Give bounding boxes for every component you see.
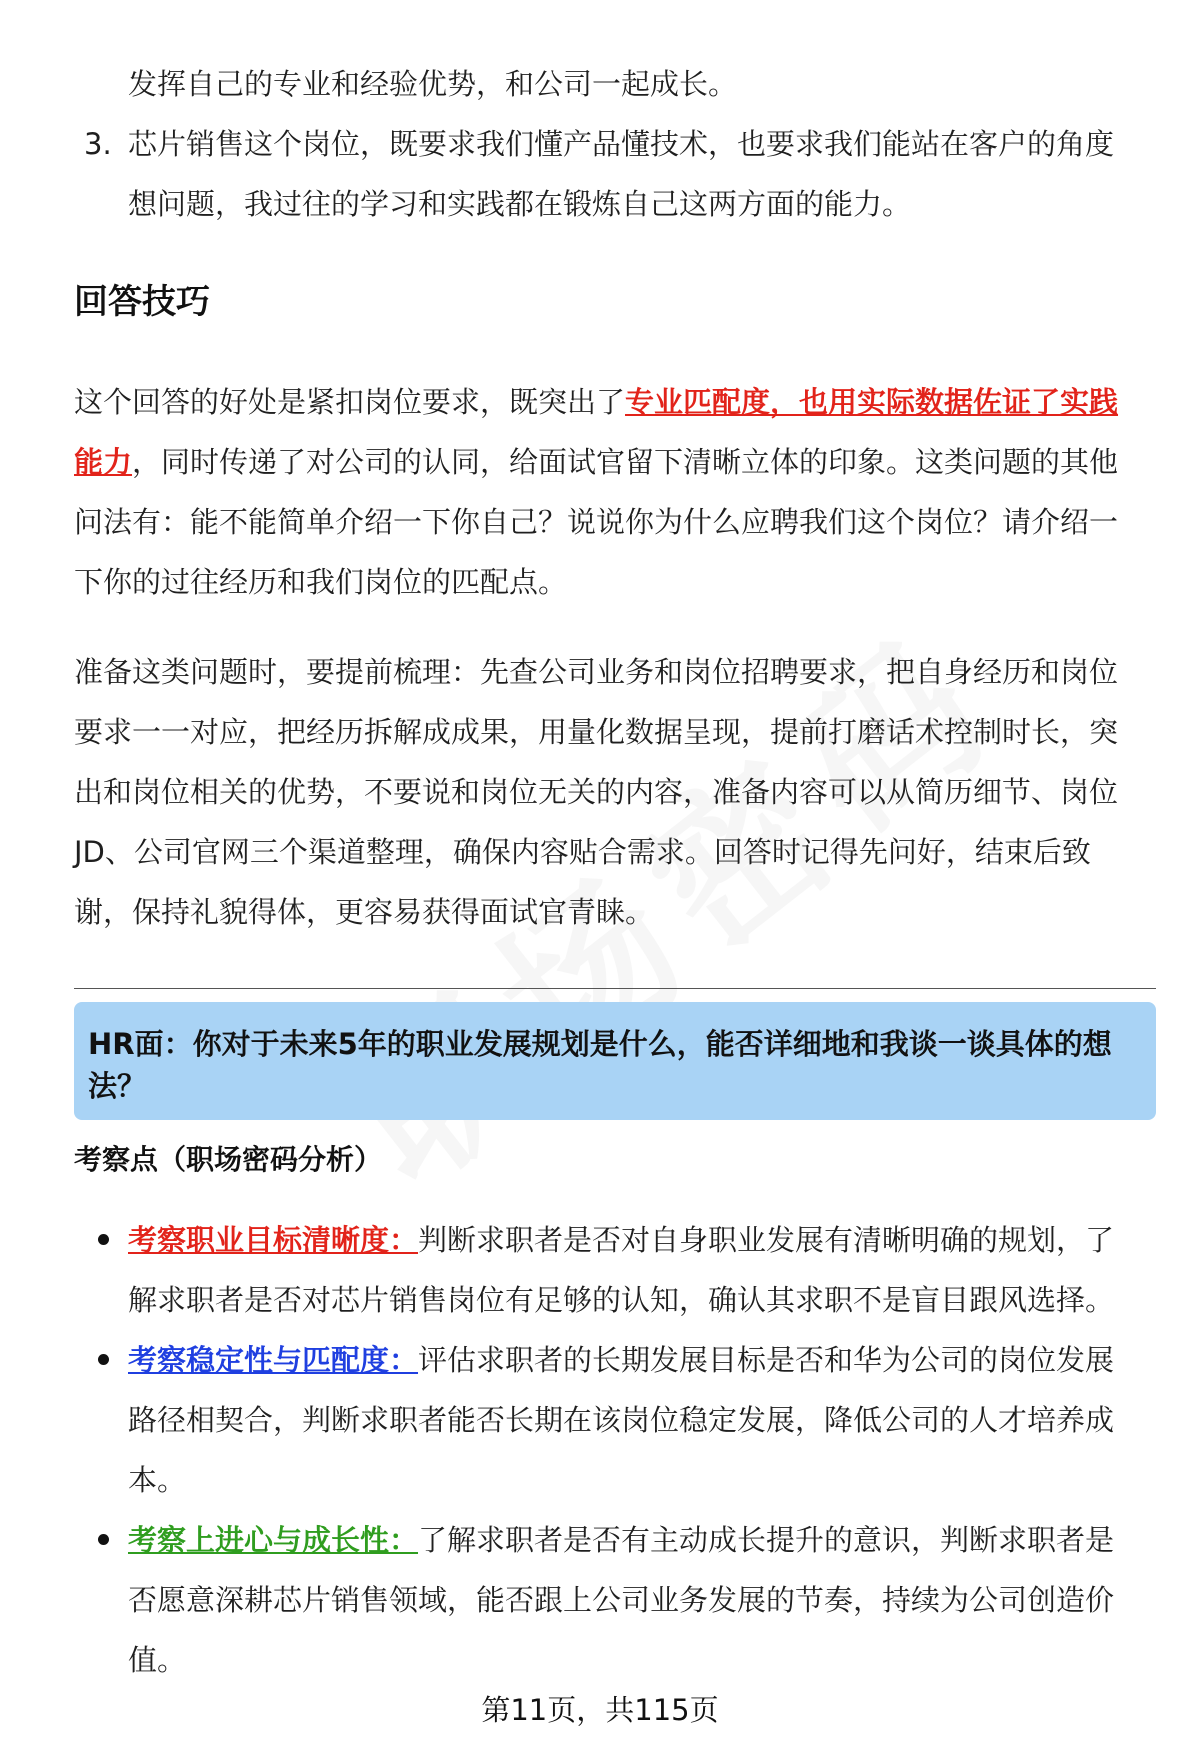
- tips-p1-line-1: [74, 382, 1118, 422]
- analysis-item-2-line-2: 路径相契合，判断求职者能否长期在该岗位稳定发展，降低公司的人才培养成: [128, 1403, 1115, 1437]
- intro-line-1: 发挥自己的专业和经验优势，和公司一起成长。: [128, 67, 738, 101]
- analysis-heading: 考察点（职场密码分析）: [74, 1143, 383, 1176]
- tips-p1-line-4: 下你的过往经历和我们岗位的匹配点。: [74, 565, 568, 599]
- analysis-item-2-text: 评估求职者的长期发展目标是否和华为公司的岗位发展: [418, 1343, 1115, 1377]
- analysis-item-1-line-1: [128, 1220, 1114, 1260]
- list-number-3: 3.: [84, 127, 112, 161]
- page-number: 第11页，共115页: [481, 1693, 719, 1727]
- analysis-item-3-line-1: [128, 1520, 1114, 1560]
- analysis-item-2-line-1: [128, 1340, 1114, 1380]
- item3-line-1: 芯片销售这个岗位，既要求我们懂产品懂技术，也要求我们能站在客户的角度: [128, 127, 1115, 161]
- tips-p1-line-2: [74, 442, 1118, 482]
- question-box: [74, 1002, 1156, 1120]
- tips-p1-text-2: ，同时传递了对公司的认同，给面试官留下清晰立体的印象。这类问题的其他: [132, 445, 1119, 479]
- item3-line-2: 想问题，我过往的学习和实践都在锻炼自己这两方面的能力。: [128, 187, 912, 221]
- tips-p2-line-1: 准备这类问题时，要提前梳理：先查公司业务和岗位招聘要求，把自身经历和岗位: [74, 655, 1119, 689]
- analysis-item-3-text: 了解求职者是否有主动成长提升的意识，判断求职者是: [418, 1523, 1115, 1557]
- bullet-dot: [98, 1354, 109, 1365]
- tips-p2-line-4: JD、公司官网三个渠道整理，确保内容贴合需求。回答时记得先问好，结束后致: [74, 835, 1091, 869]
- watermark-text: [234, 524, 1066, 1236]
- tips-p1-line-3: 问法有：能不能简单介绍一下你自己？说说你为什么应聘我们这个岗位？请介绍一: [74, 505, 1119, 539]
- tips-p2-line-3: 出和岗位相关的优势，不要说和岗位无关的内容，准备内容可以从简历细节、岗位: [74, 775, 1119, 809]
- analysis-item-3-line-3: 值。: [128, 1643, 187, 1677]
- tips-p2-line-5: 谢，保持礼貌得体，更容易获得面试官青睐。: [74, 895, 655, 929]
- analysis-item-1-label: 考察职业目标清晰度：: [128, 1223, 419, 1257]
- analysis-item-2-label: 考察稳定性与匹配度：: [128, 1343, 419, 1377]
- bullet-dot: [98, 1234, 109, 1245]
- bullet-dot: [98, 1534, 109, 1545]
- analysis-item-2-line-3: 本。: [128, 1463, 187, 1497]
- analysis-item-1-text: 判断求职者是否对自身职业发展有清晰明确的规划，了: [418, 1223, 1115, 1257]
- section-heading-tips: 回答技巧: [74, 282, 210, 322]
- analysis-item-1-line-2: 解求职者是否对芯片销售岗位有足够的认知，确认其求职不是盲目跟风选择。: [128, 1283, 1115, 1317]
- question-line-2: 法？: [88, 1069, 147, 1103]
- section-divider: [74, 988, 1156, 989]
- tips-highlight-2: 能力: [74, 445, 133, 479]
- analysis-item-3-label: 考察上进心与成长性：: [128, 1523, 419, 1557]
- question-line-1: HR面：你对于未来5年的职业发展规划是什么，能否详细地和我谈一谈具体的想: [88, 1027, 1112, 1061]
- tips-highlight-1: 专业匹配度，也用实际数据佐证了实践: [625, 385, 1119, 419]
- tips-p1-text: 这个回答的好处是紧扣岗位要求，既突出了: [74, 385, 626, 419]
- tips-p2-line-2: 要求一一对应，把经历拆解成成果，用量化数据呈现，提前打磨话术控制时长，突: [74, 715, 1119, 749]
- analysis-item-3-line-2: 否愿意深耕芯片销售领域，能否跟上公司业务发展的节奏，持续为公司创造价: [128, 1583, 1115, 1617]
